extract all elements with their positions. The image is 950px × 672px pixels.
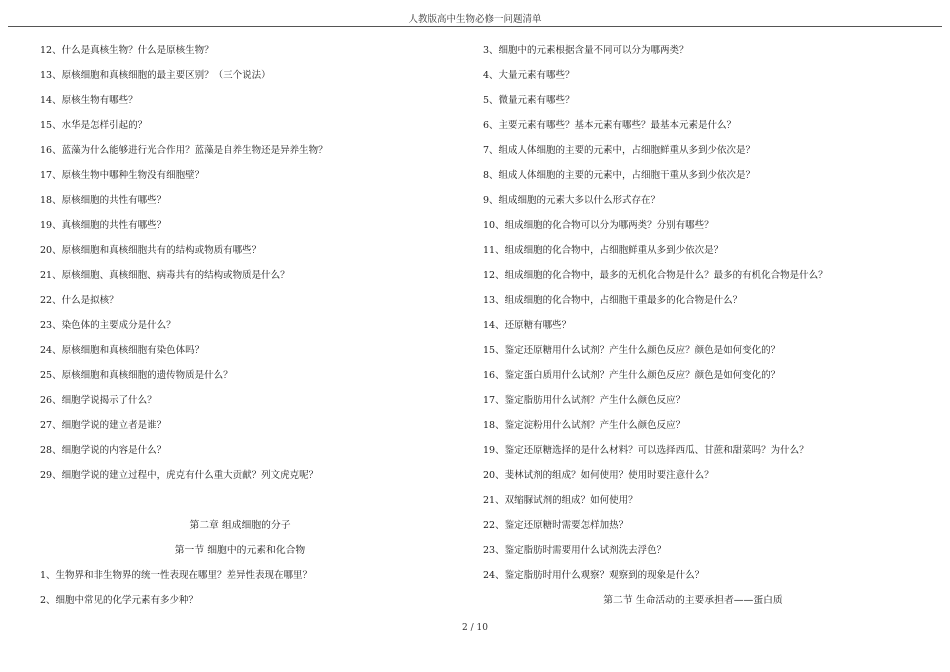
question-item: 19、鉴定还原糖选择的是什么材料？可以选择西瓜、甘蔗和甜菜吗？为什么？ xyxy=(483,445,809,456)
question-item: 25、原核细胞和真核细胞的遗传物质是什么？ xyxy=(40,370,233,381)
question-item: 24、鉴定脂肪时用什么观察？观察到的现象是什么？ xyxy=(483,570,705,581)
question-item: 18、原核细胞的共性有哪些？ xyxy=(40,195,167,206)
question-item: 16、蓝藻为什么能够进行光合作用？蓝藻是自养生物还是异养生物？ xyxy=(40,145,328,156)
question-item: 6、主要元素有哪些？基本元素有哪些？最基本元素是什么？ xyxy=(483,120,737,131)
question-item: 7、组成人体细胞的主要的元素中，占细胞鲜重从多到少依次是？ xyxy=(483,145,756,156)
question-item: 22、鉴定还原糖时需要怎样加热？ xyxy=(483,520,629,531)
question-item: 24、原核细胞和真核细胞有染色体吗？ xyxy=(40,345,205,356)
question-item: 17、鉴定脂肪用什么试剂？产生什么颜色反应？ xyxy=(483,395,686,406)
question-item: 13、组成细胞的化合物中，占细胞干重最多的化合物是什么？ xyxy=(483,295,743,306)
spacer xyxy=(40,488,460,513)
question-item: 9、组成细胞的元素大多以什么形式存在？ xyxy=(483,195,661,206)
question-item: 15、鉴定还原糖用什么试剂？产生什么颜色反应？颜色是如何变化的？ xyxy=(483,345,781,356)
question-item: 5、微量元素有哪些？ xyxy=(483,95,575,106)
question-item: 21、双缩脲试剂的组成？如何使用？ xyxy=(483,495,638,506)
question-item: 15、水华是怎样引起的？ xyxy=(40,120,148,131)
question-item: 3、细胞中的元素根据含量不同可以分为哪两类？ xyxy=(483,45,689,56)
question-item: 10、组成细胞的化合物可以分为哪两类？分别有哪些？ xyxy=(483,220,714,231)
question-item: 26、细胞学说揭示了什么？ xyxy=(40,395,157,406)
section-title: 第二节 生命活动的主要承担者——蛋白质 xyxy=(603,595,783,606)
question-item: 23、染色体的主要成分是什么？ xyxy=(40,320,176,331)
question-item: 16、鉴定蛋白质用什么试剂？产生什么颜色反应？颜色是如何变化的？ xyxy=(483,370,781,381)
question-item: 12、组成细胞的化合物中，最多的无机化合物是什么？最多的有机化合物是什么？ xyxy=(483,270,828,281)
question-item: 11、组成细胞的化合物中，占细胞鲜重从多到少依次是？ xyxy=(483,245,724,256)
page-number: 2 / 10 xyxy=(462,623,488,633)
left-column xyxy=(40,38,460,613)
question-item: 14、还原糖有哪些？ xyxy=(483,320,572,331)
question-item: 22、什么是拟核？ xyxy=(40,295,119,306)
question-item: 8、组成人体细胞的主要的元素中，占细胞干重从多到少依次是？ xyxy=(483,170,756,181)
question-item: 17、原核生物中哪种生物没有细胞壁？ xyxy=(40,170,205,181)
question-item: 18、鉴定淀粉用什么试剂？产生什么颜色反应？ xyxy=(483,420,686,431)
question-item: 1、生物界和非生物界的统一性表现在哪里？差异性表现在哪里？ xyxy=(40,570,313,581)
question-item: 19、真核细胞的共性有哪些？ xyxy=(40,220,167,231)
section-title: 第一节 细胞中的元素和化合物 xyxy=(174,545,306,556)
question-item: 14、原核生物有哪些？ xyxy=(40,95,138,106)
question-item: 13、原核细胞和真核细胞的最主要区别？（三个说法） xyxy=(40,70,271,81)
question-item: 12、什么是真核生物？什么是原核生物？ xyxy=(40,45,214,56)
question-item: 2、细胞中常见的化学元素有多少种？ xyxy=(40,595,199,606)
header-rule xyxy=(8,26,942,27)
question-item: 21、原核细胞、真核细胞、病毒共有的结构或物质是什么？ xyxy=(40,270,290,281)
chapter-title: 第二章 组成细胞的分子 xyxy=(189,520,291,531)
page-header: 人教版高中生物必修一问题清单 xyxy=(408,14,542,25)
question-item: 28、细胞学说的内容是什么？ xyxy=(40,445,167,456)
question-item: 23、鉴定脂肪时需要用什么试剂洗去浮色？ xyxy=(483,545,667,556)
question-item: 20、原核细胞和真核细胞共有的结构或物质有哪些？ xyxy=(40,245,262,256)
question-item: 29、细胞学说的建立过程中，虎克有什么重大贡献？列文虎克呢？ xyxy=(40,470,319,481)
question-item: 4、大量元素有哪些？ xyxy=(483,70,575,81)
question-item: 27、细胞学说的建立者是谁？ xyxy=(40,420,167,431)
right-column xyxy=(483,38,903,613)
question-item: 20、斐林试剂的组成？如何使用？使用时要注意什么？ xyxy=(483,470,714,481)
